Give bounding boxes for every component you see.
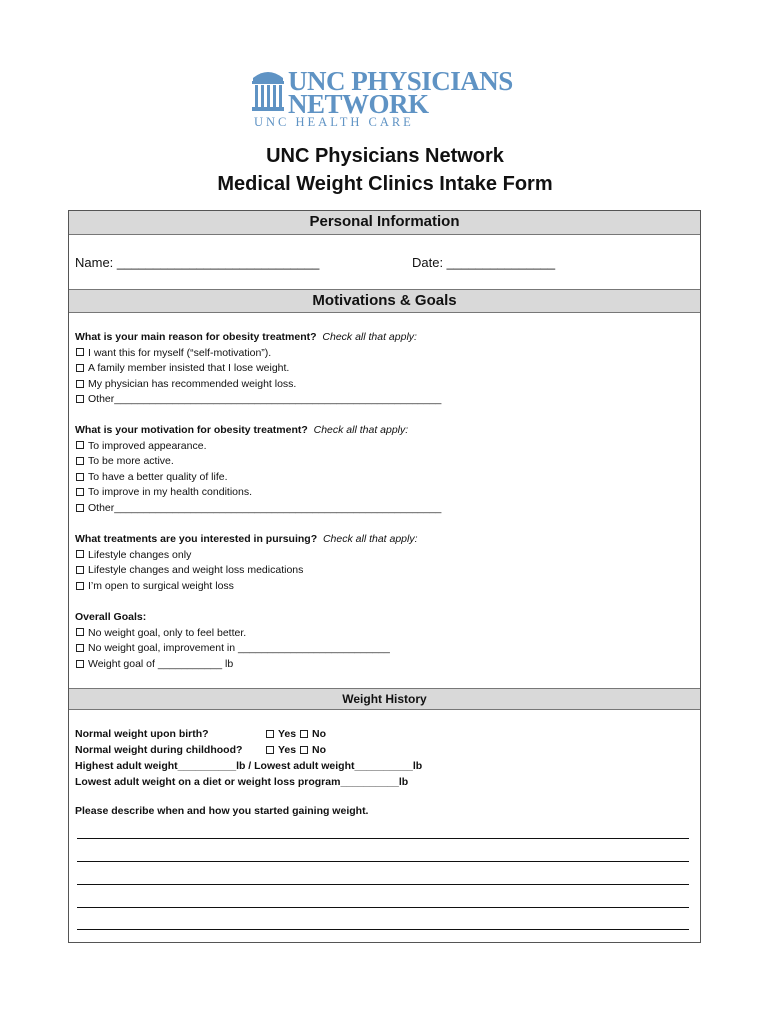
question-text: What is your motivation for obesity treatment? [75, 424, 308, 436]
checkbox-option[interactable]: I want this for myself (“self-motivation”). [75, 346, 441, 362]
checkbox-icon[interactable] [300, 730, 308, 738]
checkbox-icon[interactable] [266, 746, 274, 754]
checkbox-option[interactable]: To have a better quality of life. [75, 470, 441, 486]
name-field[interactable]: Name: ____________________________ [75, 255, 320, 270]
checkbox-option[interactable]: Lifestyle changes only [75, 548, 418, 564]
question-treatments [75, 532, 418, 594]
checkbox-icon[interactable] [76, 488, 84, 496]
question-motivation [75, 423, 441, 517]
checkbox-icon[interactable] [76, 550, 84, 558]
checkbox-icon[interactable] [76, 504, 84, 512]
checkbox-icon[interactable] [76, 628, 84, 636]
answer-line[interactable] [77, 929, 689, 930]
yes-option[interactable]: Yes [278, 728, 297, 740]
answer-line[interactable] [77, 884, 689, 885]
section-header-personal-information: Personal Information [69, 211, 700, 235]
question-text: What treatments are you interested in pursuing? [75, 533, 318, 545]
logo-wordmark-line2: NETWORK [288, 89, 429, 119]
checkbox-option[interactable]: Lifestyle changes and weight loss medications [75, 563, 418, 579]
checkbox-icon[interactable] [76, 473, 84, 481]
birth-weight-label: Normal weight upon birth? [75, 728, 209, 740]
question-text: What is your main reason for obesity treatment? [75, 331, 317, 343]
checkbox-option[interactable]: Other________________________________________________________ [75, 501, 441, 517]
checkbox-option[interactable]: I’m open to surgical weight loss [75, 579, 418, 595]
describe-weight-gain-prompt: Please describe when and how you started gaining weight. [75, 805, 369, 817]
question-overall-goals [75, 610, 390, 672]
checkbox-option[interactable]: To improve in my health conditions. [75, 485, 441, 501]
checkbox-option[interactable]: To improved appearance. [75, 439, 441, 455]
answer-line[interactable] [77, 861, 689, 862]
checkbox-option[interactable]: A family member insisted that I lose weight. [75, 361, 441, 377]
checkbox-icon[interactable] [76, 644, 84, 652]
checkbox-icon[interactable] [76, 395, 84, 403]
weight-history-fields [75, 726, 422, 790]
checkbox-option[interactable]: Weight goal of ___________ lb [75, 657, 390, 673]
date-field[interactable]: Date: _______________ [412, 255, 556, 270]
question-text: Overall Goals: [75, 611, 147, 623]
question-hint: Check all that apply: [313, 424, 409, 436]
question-hint: Check all that apply: [322, 533, 418, 545]
form-title-line2: Medical Weight Clinics Intake Form [217, 173, 553, 195]
highest-lowest-weight-field[interactable]: Highest adult weight__________lb / Lowest adult weight__________lb [75, 760, 423, 772]
checkbox-option[interactable]: To be more active. [75, 454, 441, 470]
checkbox-icon[interactable] [76, 582, 84, 590]
no-option[interactable]: No [312, 744, 327, 756]
checkbox-icon[interactable] [76, 364, 84, 372]
childhood-weight-label: Normal weight during childhood? [75, 744, 243, 756]
answer-line[interactable] [77, 907, 689, 908]
section-header-motivations-goals: Motivations & Goals [69, 289, 700, 313]
checkbox-icon[interactable] [76, 660, 84, 668]
old-well-icon [250, 68, 286, 114]
question-hint: Check all that apply: [322, 331, 417, 343]
logo-wordmark-line1: UNC PHYSICIANS [288, 66, 513, 96]
checkbox-option[interactable]: My physician has recommended weight loss. [75, 377, 441, 393]
checkbox-icon[interactable] [76, 348, 84, 356]
checkbox-icon[interactable] [76, 566, 84, 574]
no-option[interactable]: No [312, 728, 327, 740]
checkbox-icon[interactable] [76, 380, 84, 388]
checkbox-option[interactable]: No weight goal, only to feel better. [75, 626, 390, 642]
checkbox-icon[interactable] [300, 746, 308, 754]
unc-physicians-network-logo [250, 68, 520, 130]
checkbox-icon[interactable] [76, 441, 84, 449]
checkbox-option[interactable]: Other________________________________________________________ [75, 392, 441, 408]
checkbox-icon[interactable] [266, 730, 274, 738]
intake-form [68, 210, 701, 943]
answer-line[interactable] [77, 838, 689, 839]
lowest-diet-weight-field[interactable]: Lowest adult weight on a diet or weight loss program__________lb [75, 776, 409, 788]
logo-subline: UNC HEALTH CARE [254, 115, 414, 129]
yes-option[interactable]: Yes [278, 744, 297, 756]
form-title-line1: UNC Physicians Network [266, 145, 504, 167]
checkbox-icon[interactable] [76, 457, 84, 465]
section-header-weight-history: Weight History [69, 688, 700, 710]
question-main-reason [75, 330, 441, 408]
checkbox-option[interactable]: No weight goal, improvement in __________________________ [75, 641, 390, 657]
